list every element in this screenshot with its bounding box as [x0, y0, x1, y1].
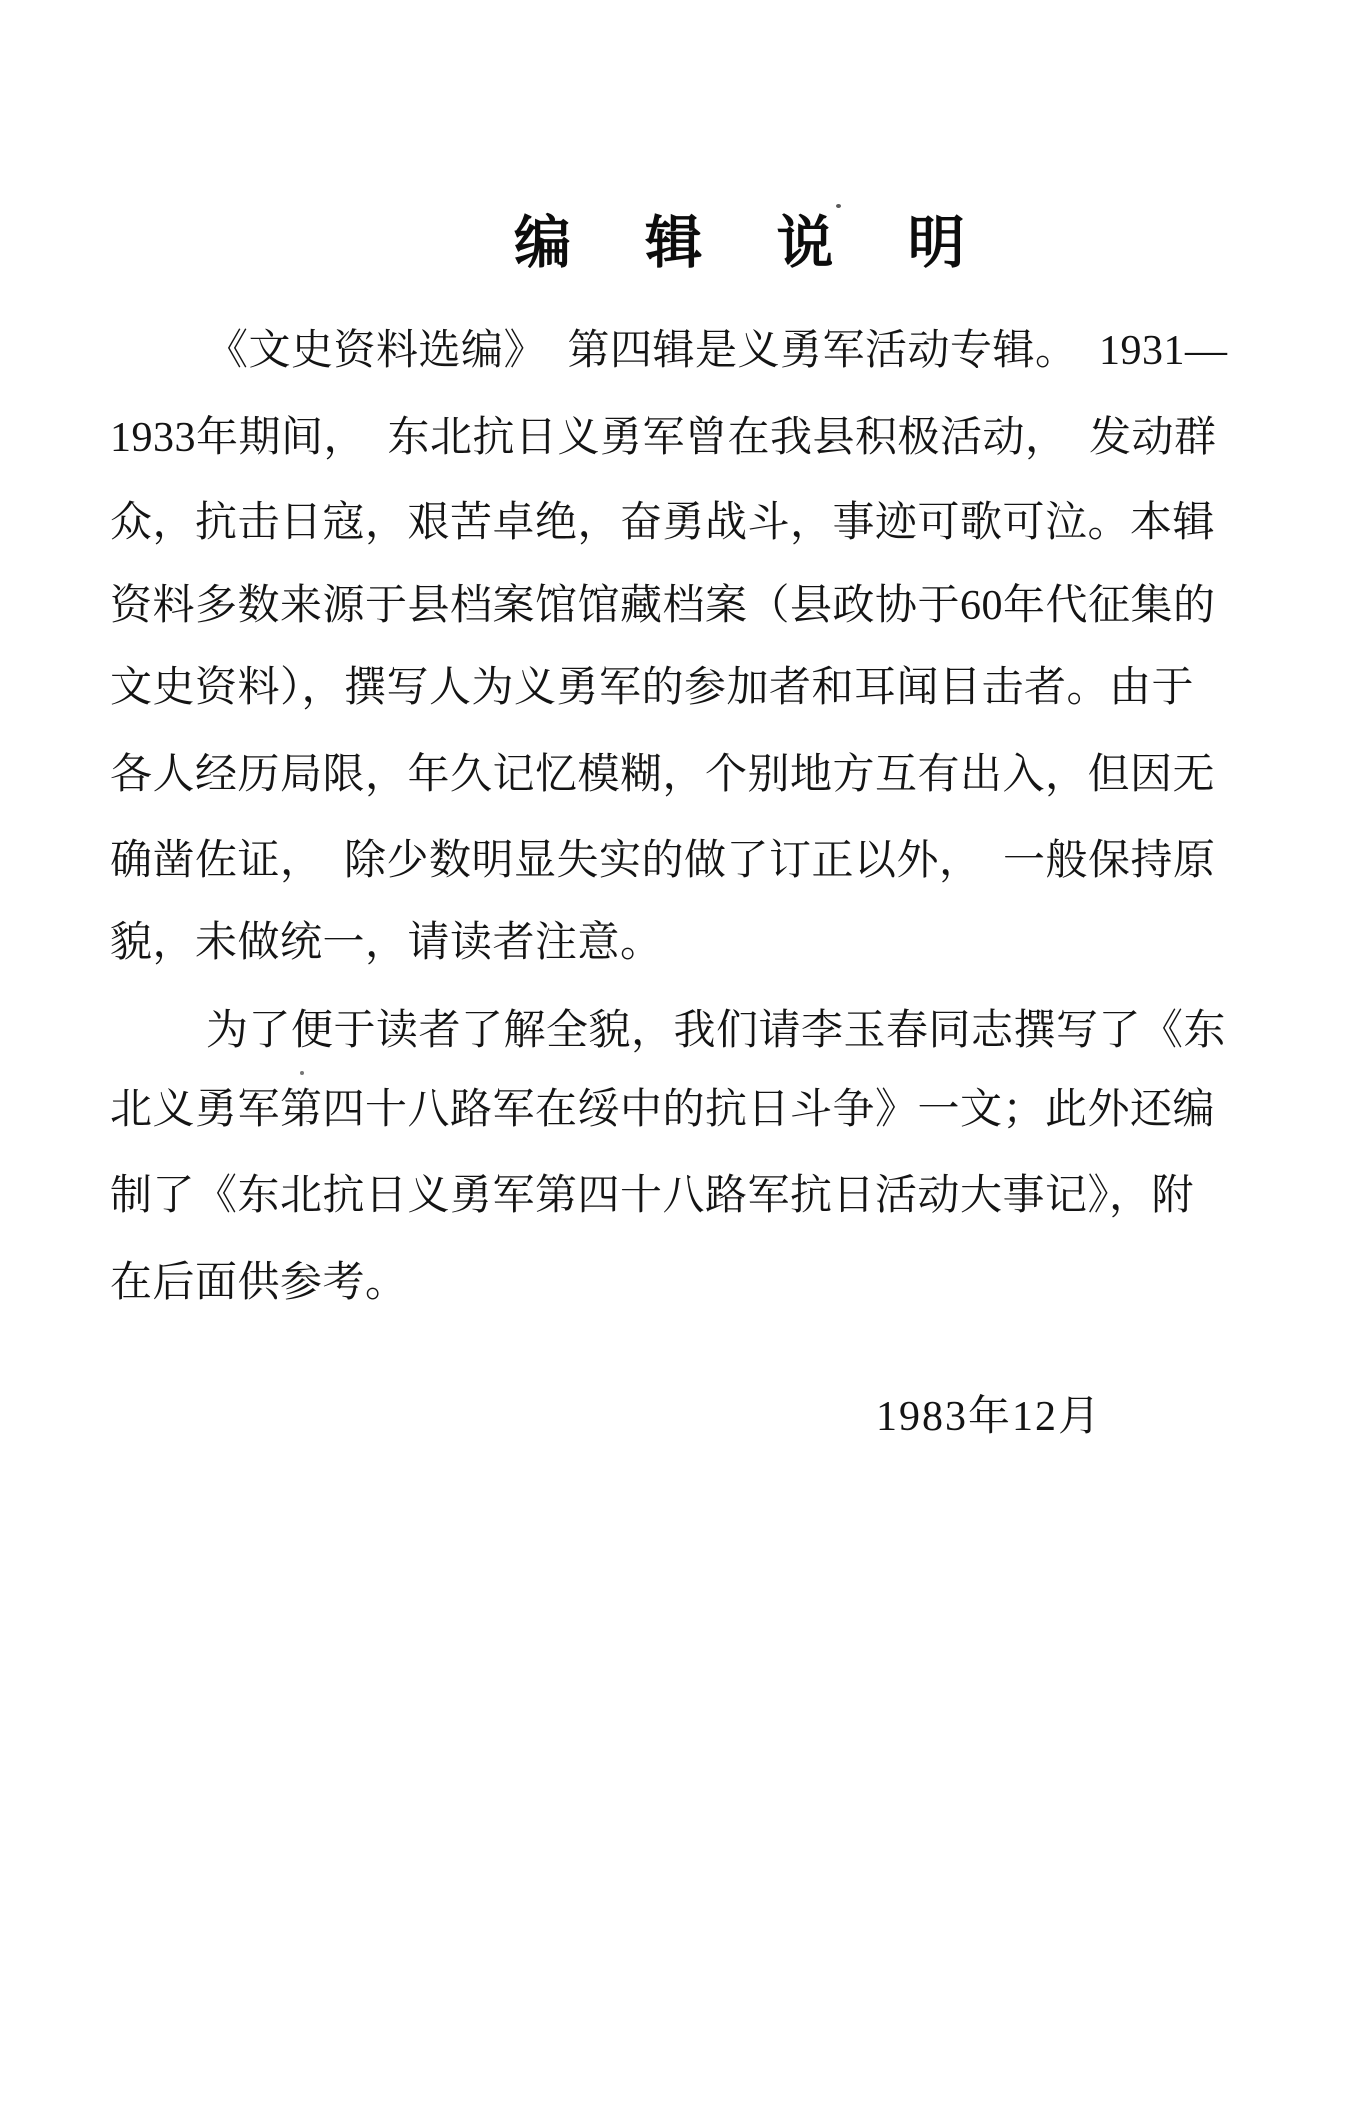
scan-speck	[300, 1071, 304, 1075]
scan-speck	[836, 204, 841, 208]
date-line: 1983年12月	[876, 1394, 1103, 1440]
text-line: 资料多数来源于县档案馆馆藏档案（县政协于60年代征集的	[110, 583, 1216, 629]
text-line: 貌，未做统一，请读者注意。	[110, 920, 663, 966]
text-line: 文史资料），撰写人为义勇军的参加者和耳闻目击者。由于	[110, 665, 1195, 711]
text-line: 为了便于读者了解全貌，我们请李玉春同志撰写了《东	[206, 1008, 1227, 1054]
page-title: 编 辑 说 明	[514, 212, 995, 275]
text-line: 《文史资料选编》 第四辑是义勇军活动专辑。 1931—	[206, 328, 1228, 374]
text-line: 1933年期间， 东北抗日义勇军曾在我县积极活动， 发动群	[110, 415, 1217, 461]
text-line: 北义勇军第四十八路军在绥中的抗日斗争》一文；此外还编	[110, 1087, 1216, 1133]
text-line: 制了《东北抗日义勇军第四十八路军抗日活动大事记》，附	[110, 1173, 1195, 1219]
text-line: 众，抗击日寇，艰苦卓绝，奋勇战斗，事迹可歌可泣。本辑	[110, 500, 1216, 546]
text-line: 在后面供参考。	[110, 1260, 408, 1306]
text-line: 确凿佐证， 除少数明显失实的做了订正以外， 一般保持原	[110, 838, 1216, 884]
text-line: 各人经历局限，年久记忆模糊，个别地方互有出入，但因无	[110, 752, 1216, 798]
